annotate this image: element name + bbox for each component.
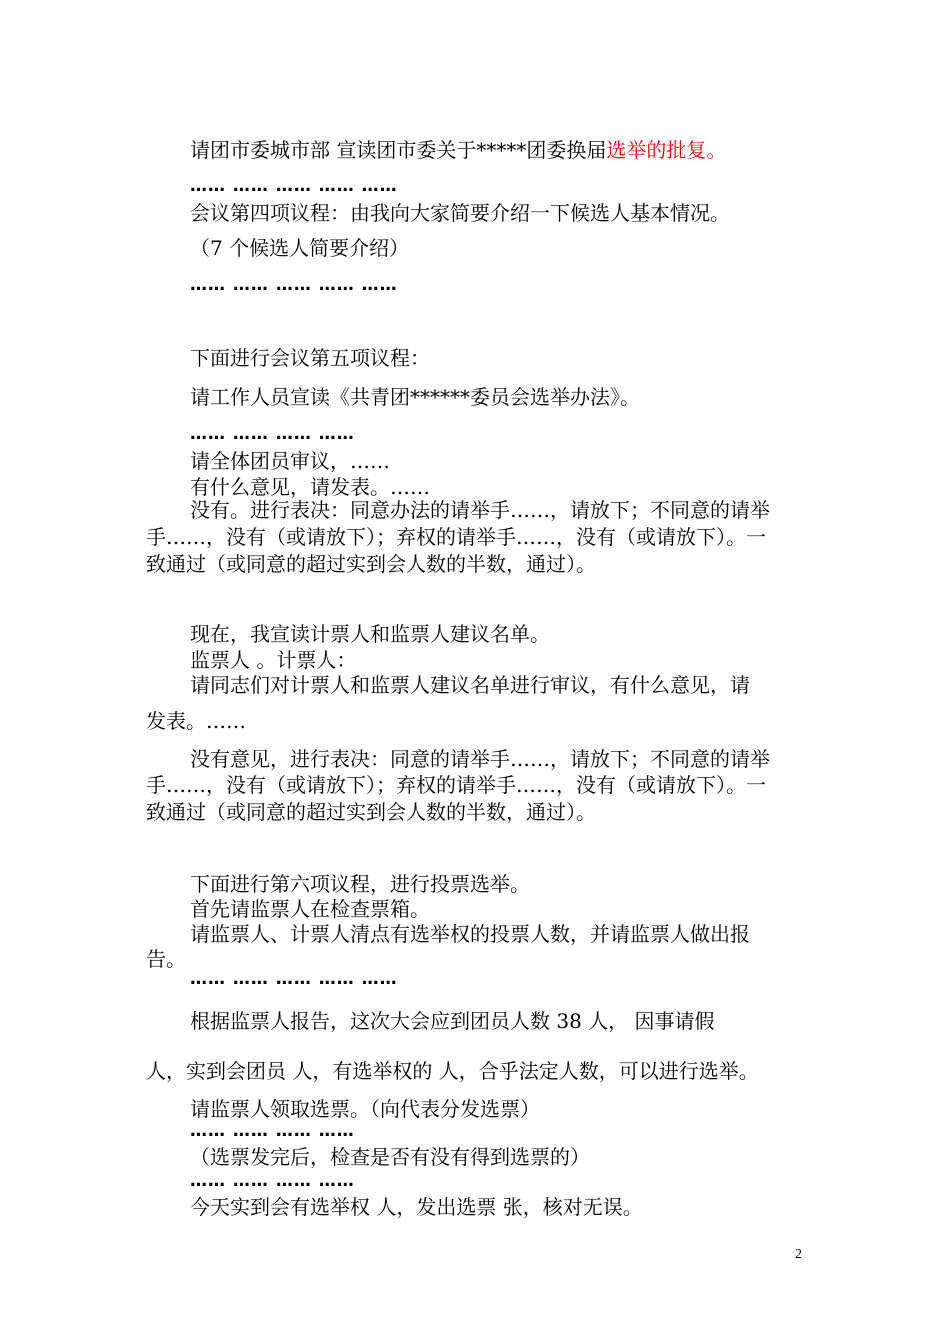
approval-text: 请团市委城市部 宣读团市委关于*****团委换届 <box>190 138 607 162</box>
paragraph-count-line1: 请监票人、计票人清点有选举权的投票人数，并请监票人做出报 <box>190 922 750 946</box>
ellipsis-row: …… …… …… …… …… <box>190 969 398 989</box>
paragraph-ballot-verified: 今天实到会有选举权 人，发出选票 张，核对无误。 <box>190 1195 643 1219</box>
paragraph-agenda-six: 下面进行第六项议程，进行投票选举。 <box>190 872 530 896</box>
ellipsis-row: …… …… …… …… …… <box>190 275 398 295</box>
paragraph-vote2-line1: 没有意见，进行表决：同意的请举手……，请放下；不同意的请举 <box>190 747 770 771</box>
paragraph-vote-line2: 手……，没有（或请放下）；弃权的请举手……，没有（或请放下）。一 <box>146 525 766 549</box>
paragraph-count-line2: 告。 <box>146 947 186 971</box>
paragraph-vote2-line2: 手……，没有（或请放下）；弃权的请举手……，没有（或请放下）。一 <box>146 773 766 797</box>
paragraph-agenda-five: 下面进行会议第五项议程： <box>190 346 430 370</box>
paragraph-ballot-check: （选票发完后，检查是否有没有得到选票的） <box>190 1145 590 1169</box>
paragraph-list-review-line2: 发表。…… <box>146 709 246 733</box>
paragraph-list-review-line1: 请同志们对计票人和监票人建议名单进行审议，有什么意见，请 <box>190 673 750 697</box>
ellipsis-row: …… …… …… …… <box>190 1121 355 1141</box>
paragraph-report-line2: 人，实到会团员 人，有选举权的 人，合乎法定人数，可以进行选举。 <box>146 1059 759 1083</box>
paragraph-scrutineers: 监票人 。计票人： <box>190 648 357 672</box>
paragraph-report-line1: 根据监票人报告，这次大会应到团员人数 38 人， 因事请假 <box>190 1009 715 1033</box>
paragraph-opinions: 有什么意见，请发表。…… <box>190 475 430 499</box>
paragraph-vote2-line3: 致通过（或同意的超过实到会人数的半数，通过）。 <box>146 800 596 824</box>
page-number: 2 <box>795 1247 802 1262</box>
paragraph-vote-line1: 没有。进行表决：同意办法的请举手……，请放下；不同意的请举 <box>190 498 770 522</box>
paragraph-ballot-distribution: 请监票人领取选票。（向代表分发选票） <box>190 1097 540 1121</box>
paragraph-approval-reading <box>190 137 726 163</box>
paragraph-review: 请全体团员审议，…… <box>190 449 390 473</box>
ellipsis-row: …… …… …… …… …… <box>190 176 398 196</box>
paragraph-nominee-list: 现在，我宣读计票人和监票人建议名单。 <box>190 622 550 646</box>
approval-highlight: 选举的批复。 <box>606 138 727 162</box>
paragraph-candidate-intro: （7 个候选人简要介绍） <box>190 236 410 260</box>
paragraph-election-rules: 请工作人员宣读《共青团******委员会选举办法》。 <box>190 385 640 409</box>
paragraph-vote-line3: 致通过（或同意的超过实到会人数的半数，通过）。 <box>146 552 596 576</box>
paragraph-agenda-four: 会议第四项议程：由我向大家简要介绍一下候选人基本情况。 <box>190 201 730 225</box>
ellipsis-row: …… …… …… …… <box>190 424 355 444</box>
paragraph-check-box: 首先请监票人在检查票箱。 <box>190 897 430 921</box>
ellipsis-row: …… …… …… …… <box>190 1171 355 1191</box>
